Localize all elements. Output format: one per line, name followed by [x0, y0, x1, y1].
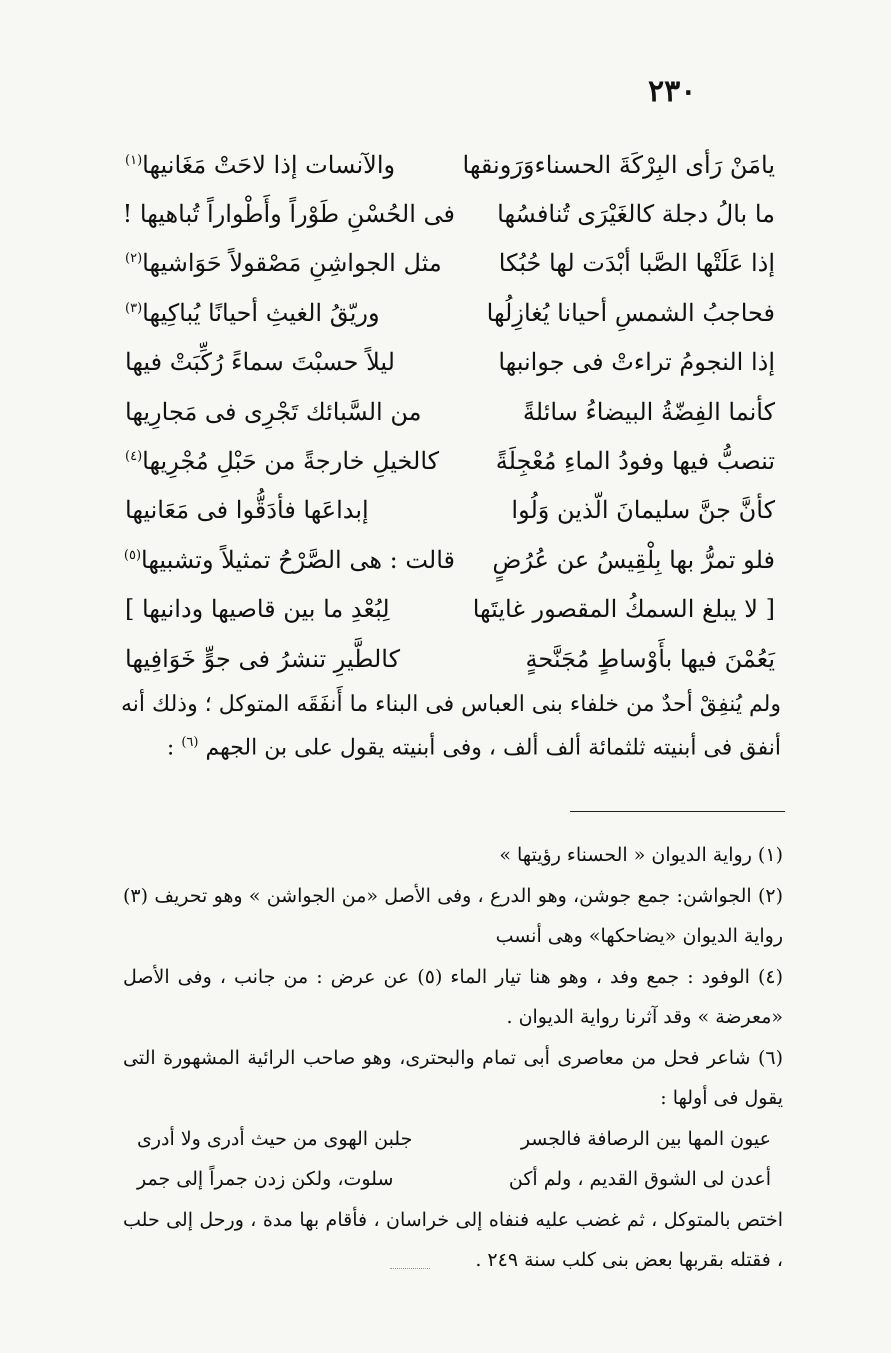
verse: [125, 486, 775, 535]
verse: [125, 387, 775, 436]
verse-second-hemistich: [125, 299, 455, 327]
verse-second-hemistich: [125, 151, 455, 179]
verse: [125, 288, 775, 337]
verse-first-hemistich: يَعُمْنَ فيها بأَوْساطٍ مُجَنَّحةٍ: [525, 644, 775, 673]
footnote-4-5: (٤) الوفود : جمع وفد ، وهو هنا تيار الماء (٥) عن عرض : من جانب ، وفى الأصل «معرضة » وقد آثرنا رواية الديوان .: [123, 965, 783, 1028]
verse-first-hemistich: [ لا يبلغ السمكُ المقصور غايتَها: [472, 595, 775, 624]
verse-second-hemistich: [125, 447, 455, 475]
page-number: ٢٣٠: [648, 74, 697, 109]
hemistich-text: كالطَّيرِ تنشرُ فى جوٍّ خَوَافِيها: [125, 644, 401, 673]
verse-second-hemistich: [125, 645, 455, 673]
verse-second-hemistich: [125, 348, 455, 376]
hemistich-text: إبداعَها فأدَقُّوا فى مَعَانيها: [125, 496, 369, 525]
quoted-verse: [123, 1119, 783, 1160]
hemistich-text: لِبُعْدِ ما بين قاصيها ودانيها ]: [125, 595, 390, 624]
verse-second-hemistich: [125, 595, 455, 623]
verse-first-hemistich: تنصبُّ فيها وفودُ الماءِ مُعْجِلَةً: [495, 447, 775, 476]
verse: [125, 436, 775, 485]
quoted-verse: [123, 1159, 783, 1200]
footnote-6-continued: اختص بالمتوكل ، ثم غضب عليه فنفاه إلى خراسان ، فأقام بها مدة ، ورحل إلى حلب ، فقتله بقربها بعض بنى كلب سنة ٢٤٩ .: [123, 1208, 783, 1271]
footnote-divider: [570, 811, 785, 812]
footnote-ref: (٣): [125, 300, 143, 316]
verse-second-hemistich: [125, 546, 455, 574]
verse-second-hemistich: [125, 398, 455, 426]
hemistich-text: قالت : هى الصَّرْحُ تمثيلاً وتشبيها: [141, 545, 455, 574]
verse-first-hemistich: ما بالُ دجلة كالغَيْرَى تُنافسُها: [497, 200, 775, 229]
hemistich-text: من السَّبائك تَجْرِى فى مَجارِيها: [125, 397, 422, 426]
footnote-6: (٦) شاعر فحل من معاصرى أبى تمام والبحترى، وهو صاحب الرائية المشهورة التى يقول فى أولها :: [123, 1046, 783, 1109]
verse-second-hemistich: [125, 496, 455, 524]
footnote-2-3: (٢) الجواشن: جمع جوشن، وهو الدرع ، وفى الأصل «من الجواشن » وهو تحريف (٣) رواية الديوان «يضاحكها» وهى أنسب: [123, 884, 783, 947]
verse-first-hemistich: كأنما الفِضّةُ البيضاءُ سائلةً: [522, 397, 775, 426]
footnote-ref: (٦): [181, 735, 199, 750]
verse-first-hemistich: فلو تمرُّ بها بِلْقِيسُ عن عُرُضٍ: [492, 545, 775, 574]
verse-first-hemistich: كأنَّ جنَّ سليمانَ الّذين وَلُوا: [511, 496, 775, 525]
verse-second-hemistich: [122, 200, 455, 229]
hemistich-text: ليلاً حسبْتَ سماءً رُكِّبَتْ فيها: [125, 348, 395, 377]
quoted-second-hemistich: سلوت، ولكن زدن جمراً إلى جمر: [137, 1168, 394, 1190]
verse-first-hemistich: فحاجبُ الشمسِ أحيانا يُغازِلُها: [486, 298, 775, 327]
hemistich-text: والآنسات إذا لاحَتْ مَغَانيها: [142, 150, 396, 179]
hemistich-text: وريّقُ الغيثِ أحيانًا يُباكِيها: [142, 298, 380, 327]
quoted-first-hemistich: عيون المها بين الرصافة فالجسر: [520, 1127, 771, 1150]
verse: [125, 535, 775, 584]
verse: [125, 239, 775, 288]
verse-first-hemistich: إذا النجومُ تراءتْ فى جوانبها: [498, 348, 775, 377]
hemistich-text: مثل الجواشِنِ مَصْقولاً حَوَاشيها: [142, 249, 442, 278]
verse: [125, 338, 775, 387]
verse-first-hemistich: يامَنْ رَأى البِرْكَةَ الحسناءوَرَونقها: [462, 150, 775, 179]
poem: [122, 140, 775, 683]
footnotes: [123, 835, 783, 1281]
verse: [125, 585, 775, 634]
page-edge-mark: [390, 1268, 430, 1270]
prose-paragraph: [121, 686, 781, 767]
footnote-ref: (٤): [125, 449, 143, 465]
hemistich-text: كالخيلِ خارجةً من حَبْلِ مُجْرِيها: [142, 447, 440, 476]
quoted-second-hemistich: جلبن الهوى من حيث أدرى ولا أدرى: [137, 1127, 413, 1150]
verse-second-hemistich: [125, 249, 455, 277]
prose-tail: :: [166, 735, 182, 761]
prose-text: ولم يُنفِقْ أحدٌ من خلفاء بنى العباس فى البناء ما أَنفَقَه المتوكل ؛ وذلك أنه أنفق فى أبنيته ثلثمائة ألف ألف ، وفى أبنيته يقول على بن الجهم: [121, 692, 781, 761]
footnote-ref: (١): [125, 152, 143, 168]
hemistich-text: فى الحُسْنِ طَوْراً وأَطْواراً تُباهيها !: [122, 200, 455, 229]
quoted-first-hemistich: أعدن لى الشوق القديم ، ولم أكن: [508, 1168, 771, 1190]
verse: [125, 634, 775, 683]
verse-first-hemistich: إذا عَلَتْها الصَّبا أبْدَت لها حُبُكا: [498, 249, 775, 278]
verse: [125, 140, 775, 189]
footnote-1: (١) رواية الديوان « الحسناء رؤيتها »: [499, 844, 783, 866]
footnote-ref: (٥): [123, 547, 142, 563]
footnote-ref: (٢): [125, 251, 143, 267]
verse: [122, 189, 775, 238]
